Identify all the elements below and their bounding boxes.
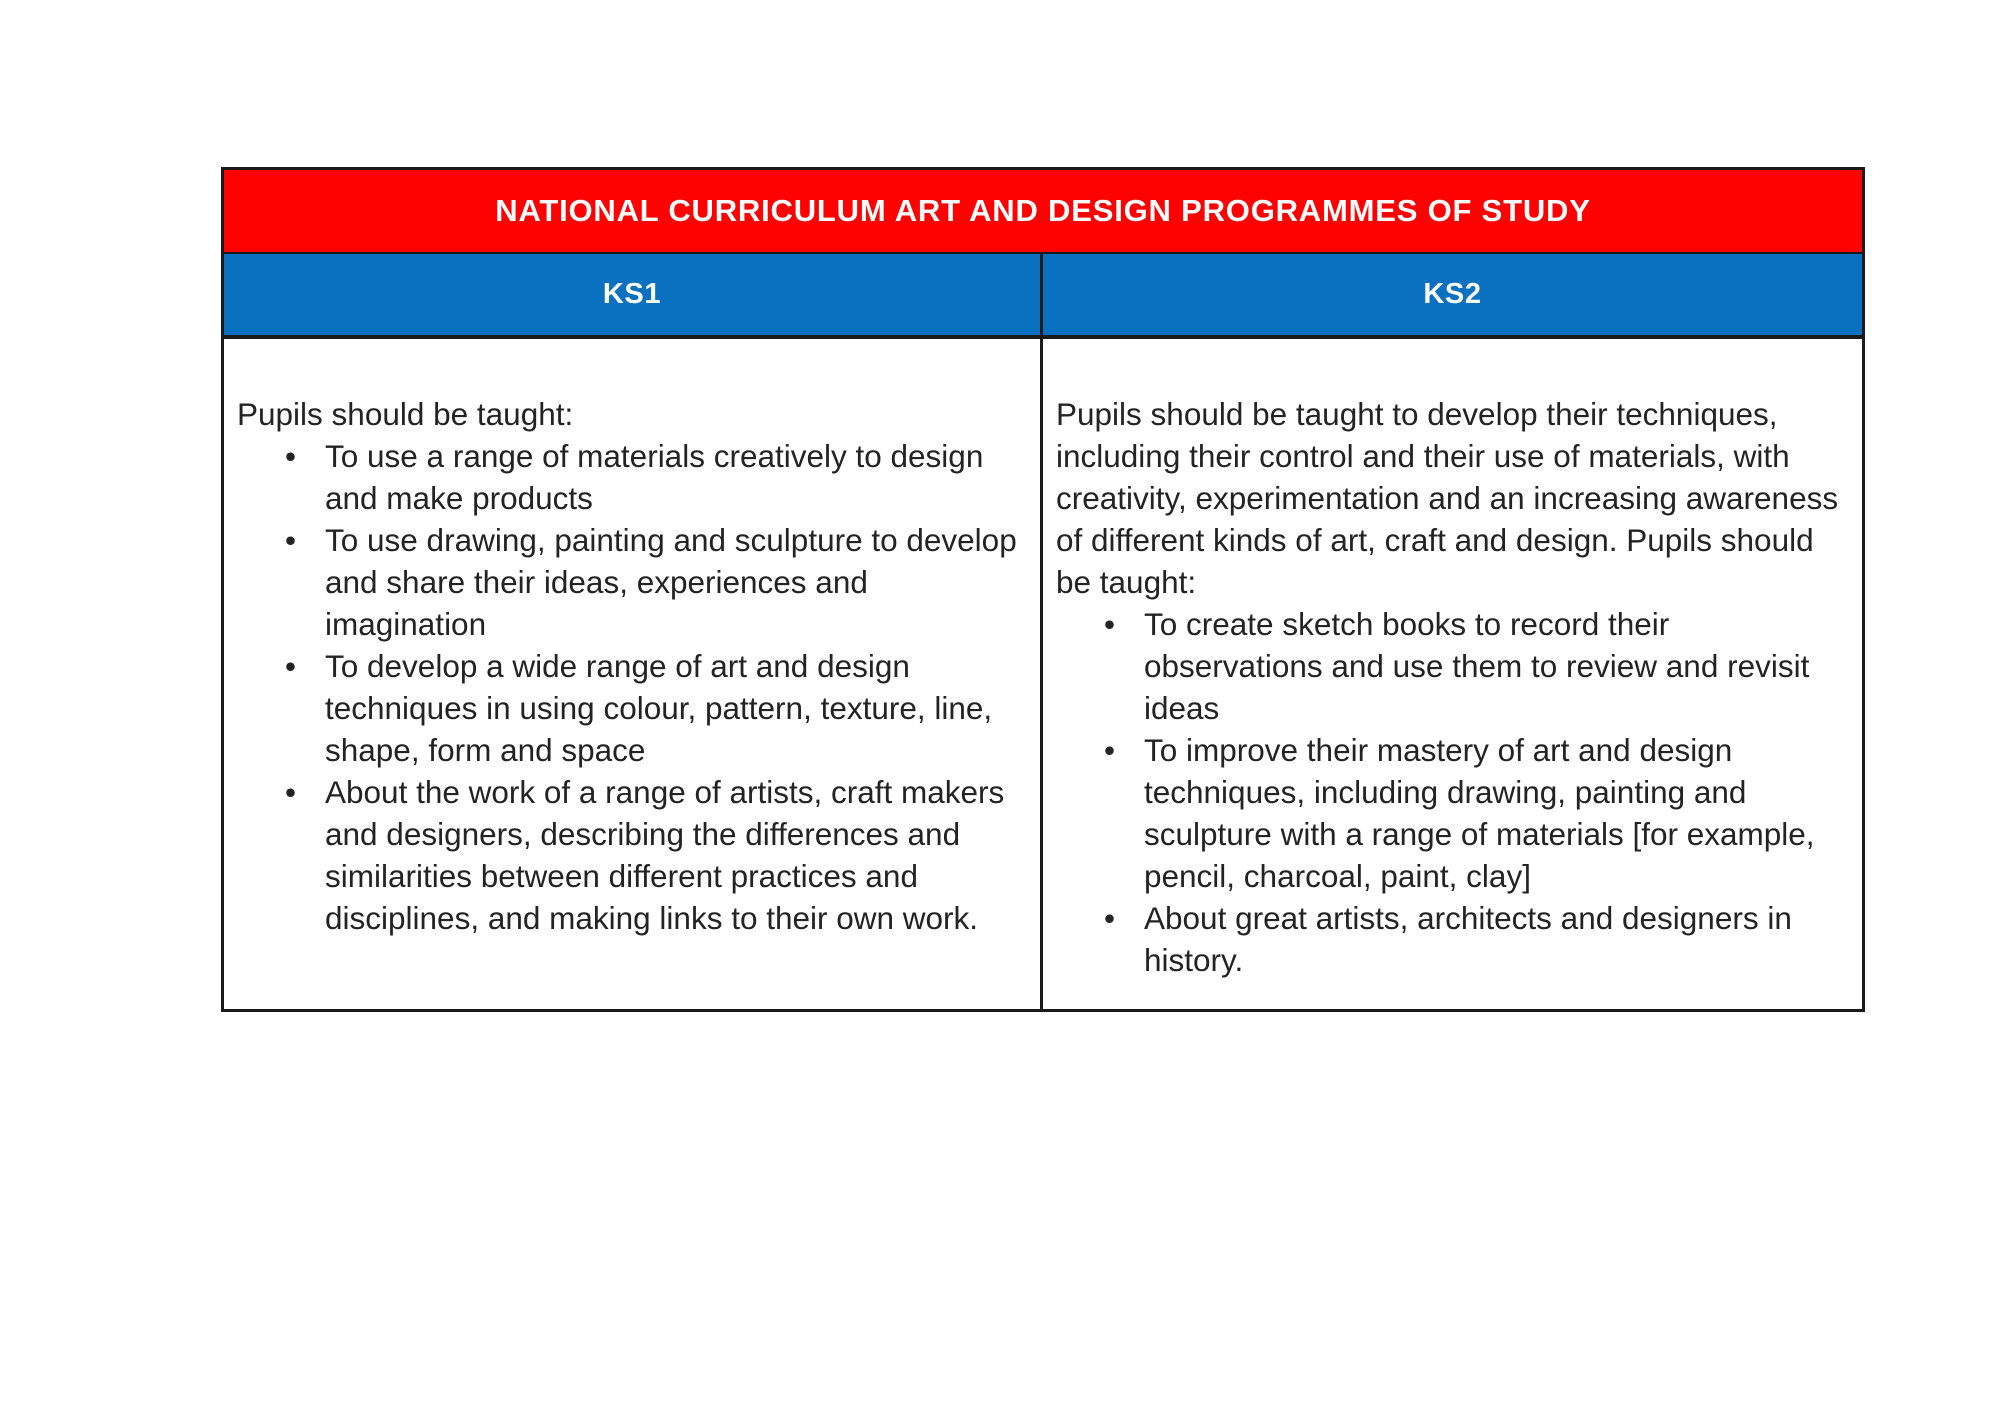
table-body-row [224,339,1862,1009]
bullet-item: • About the work of a range of artists, craft makers and designers, describing the differences and similarities between different practices and disciplines, and making links to their own work. [325,771,1026,939]
table-title: NATIONAL CURRICULUM ART AND DESIGN PROGRAMMES OF STUDY [495,193,1591,228]
ks1-cell [224,339,1043,1009]
column-header-ks1: KS1 [224,254,1043,335]
bullet-item: • To improve their mastery of art and design techniques, including drawing, painting and sculpture with a range of materials [for example, pencil, charcoal, paint, clay] [1144,729,1848,897]
ks2-bullet-list [1056,603,1848,981]
ks2-intro-text: Pupils should be taught to develop their techniques, including their control and their use of materials, with creativity, experimentation and an increasing awareness of different kinds of art, craft and design. Pupils should be taught: [1056,396,1839,600]
bullet-item: • To use drawing, painting and sculpture to develop and share their ideas, experiences and imagination [325,519,1026,645]
ks2-cell [1043,339,1862,1009]
bullet-item: • About great artists, architects and designers in history. [1144,897,1848,981]
column-header-ks2: KS2 [1043,254,1862,335]
bullet-item: • To develop a wide range of art and design techniques in using colour, pattern, texture, line, shape, form and space [325,645,1026,771]
table-header-row [224,254,1862,339]
ks1-bullet-list [237,435,1026,939]
bullet-item: • To create sketch books to record their observations and use them to review and revisit ideas [1144,603,1848,729]
table-title-row [224,170,1862,254]
bullet-item: • To use a range of materials creatively to design and make products [325,435,1026,519]
curriculum-table [221,167,1865,1012]
ks1-intro-text: Pupils should be taught: [237,396,574,432]
